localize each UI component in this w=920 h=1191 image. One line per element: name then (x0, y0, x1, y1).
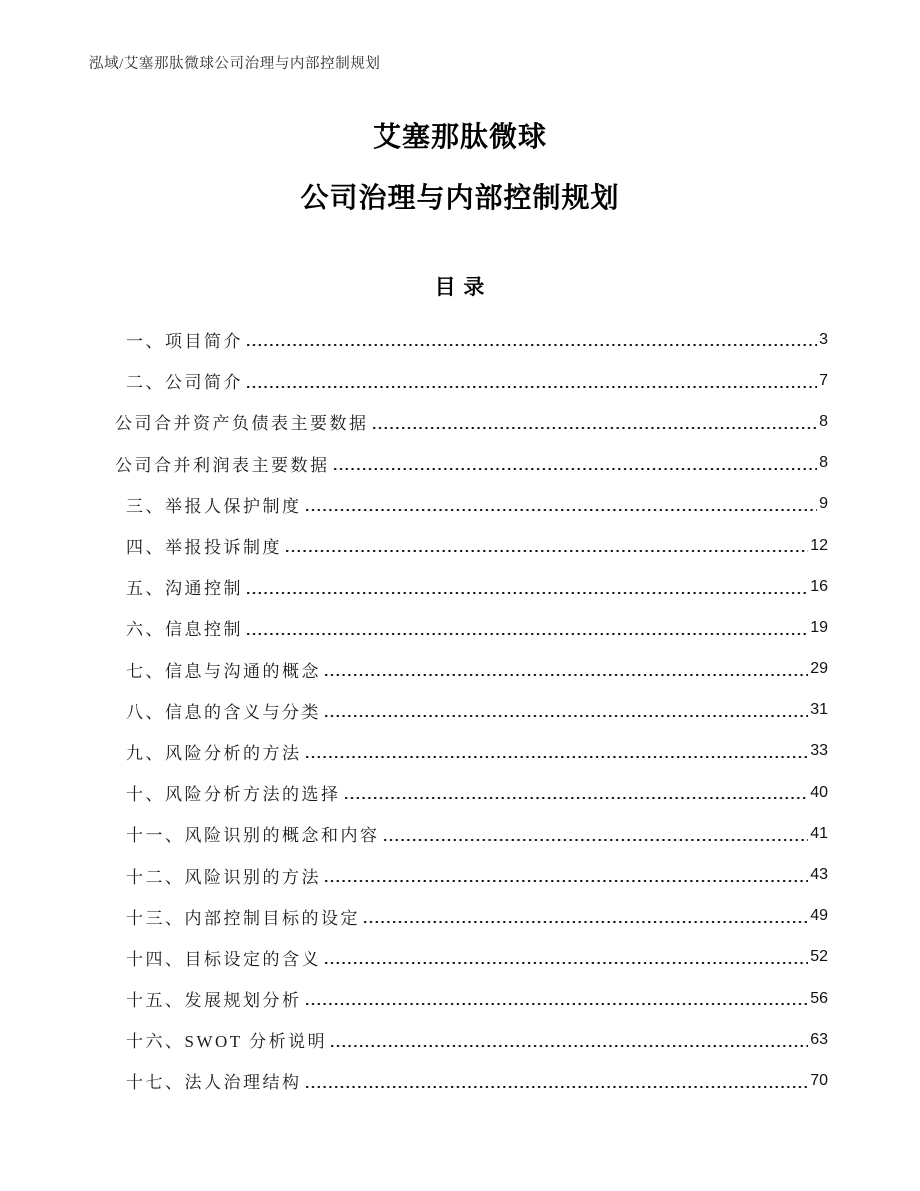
toc-entry-label: 八、信息的含义与分类 (126, 702, 321, 722)
toc-entry-label: 五、沟通控制 (126, 579, 243, 599)
toc-entry[interactable] (115, 525, 828, 566)
toc-entry-label: 公司合并利润表主要数据 (115, 455, 330, 475)
toc-entry[interactable] (115, 319, 828, 360)
dot-leader (325, 690, 808, 731)
toc-entry-label: 十七、法人治理结构 (126, 1073, 302, 1093)
toc-entry-page: 43 (810, 866, 828, 884)
dot-leader (247, 607, 808, 648)
toc-entry-label: 九、风险分析的方法 (126, 743, 302, 763)
toc-entry-page: 7 (819, 371, 828, 389)
dot-leader (325, 649, 808, 690)
dot-leader (331, 1019, 808, 1060)
toc-entry-page: 29 (810, 660, 828, 678)
toc-entry-page: 31 (810, 701, 828, 719)
toc-entry-page: 52 (810, 948, 828, 966)
dot-leader (306, 731, 809, 772)
toc-entry-label: 公司合并资产负债表主要数据 (115, 414, 369, 434)
dot-leader (286, 525, 808, 566)
toc-entry-page: 9 (819, 495, 828, 513)
toc-entry-page: 63 (810, 1030, 828, 1048)
toc-entry[interactable] (115, 1019, 828, 1060)
dot-leader (373, 401, 818, 442)
toc-entry[interactable] (115, 854, 828, 895)
toc-entry-label: 十六、SWOT 分析说明 (126, 1032, 328, 1052)
toc-entry[interactable] (115, 360, 828, 401)
dot-leader (384, 813, 809, 854)
dot-leader (306, 484, 818, 525)
toc-entry-page: 12 (810, 536, 828, 554)
dot-leader (334, 443, 818, 484)
toc-entry-page: 8 (819, 412, 828, 430)
toc-entry-page: 19 (810, 618, 828, 636)
toc-entry[interactable] (115, 607, 828, 648)
toc-entry-label: 六、信息控制 (126, 620, 243, 640)
toc-entry-label: 十五、发展规划分析 (126, 991, 302, 1011)
dot-leader (247, 319, 817, 360)
toc-entry[interactable] (115, 443, 828, 484)
toc-entry-label: 二、公司简介 (126, 373, 243, 393)
toc-list (115, 319, 828, 1102)
toc-entry-page: 3 (819, 330, 828, 348)
toc-entry[interactable] (115, 937, 828, 978)
document-title-line2: 公司治理与内部控制规划 (300, 182, 620, 213)
toc-entry[interactable] (115, 401, 828, 442)
toc-entry-label: 十一、风险识别的概念和内容 (126, 826, 380, 846)
dot-leader (364, 896, 808, 937)
toc-entry[interactable] (115, 978, 828, 1019)
toc-entry-label: 四、举报投诉制度 (126, 538, 282, 558)
dot-leader (306, 978, 809, 1019)
toc-entry-label: 七、信息与沟通的概念 (126, 661, 321, 681)
toc-entry[interactable] (115, 772, 828, 813)
toc-entry[interactable] (115, 731, 828, 772)
toc-entry-page: 16 (810, 577, 828, 595)
dot-leader (247, 360, 817, 401)
toc-entry[interactable] (115, 649, 828, 690)
document-header: 泓域/艾塞那肽微球公司治理与内部控制规划 (89, 56, 381, 72)
toc-entry-page: 56 (810, 989, 828, 1007)
toc-entry-label: 十四、目标设定的含义 (126, 949, 321, 969)
toc-entry-page: 8 (819, 454, 828, 472)
document-title-line1: 艾塞那肽微球 (372, 121, 547, 152)
toc-entry-label: 十三、内部控制目标的设定 (126, 908, 360, 928)
toc-entry-page: 41 (810, 824, 828, 842)
dot-leader (345, 772, 809, 813)
toc-entry[interactable] (115, 813, 828, 854)
toc-entry-label: 十二、风险识别的方法 (126, 867, 321, 887)
toc-entry-page: 49 (810, 907, 828, 925)
toc-entry-page: 70 (810, 1071, 828, 1089)
toc-entry-page: 40 (810, 783, 828, 801)
toc-heading: 目 录 (434, 276, 486, 299)
dot-leader (306, 1060, 809, 1101)
toc-entry[interactable] (115, 1060, 828, 1101)
toc-entry[interactable] (115, 484, 828, 525)
dot-leader (325, 937, 808, 978)
toc-entry-label: 十、风险分析方法的选择 (126, 785, 341, 805)
dot-leader (247, 566, 808, 607)
toc-entry[interactable] (115, 896, 828, 937)
toc-entry-label: 一、项目简介 (126, 332, 243, 352)
toc-entry-label: 三、举报人保护制度 (126, 496, 302, 516)
toc-entry[interactable] (115, 690, 828, 731)
toc-entry-page: 33 (810, 742, 828, 760)
dot-leader (325, 854, 808, 895)
toc-entry[interactable] (115, 566, 828, 607)
